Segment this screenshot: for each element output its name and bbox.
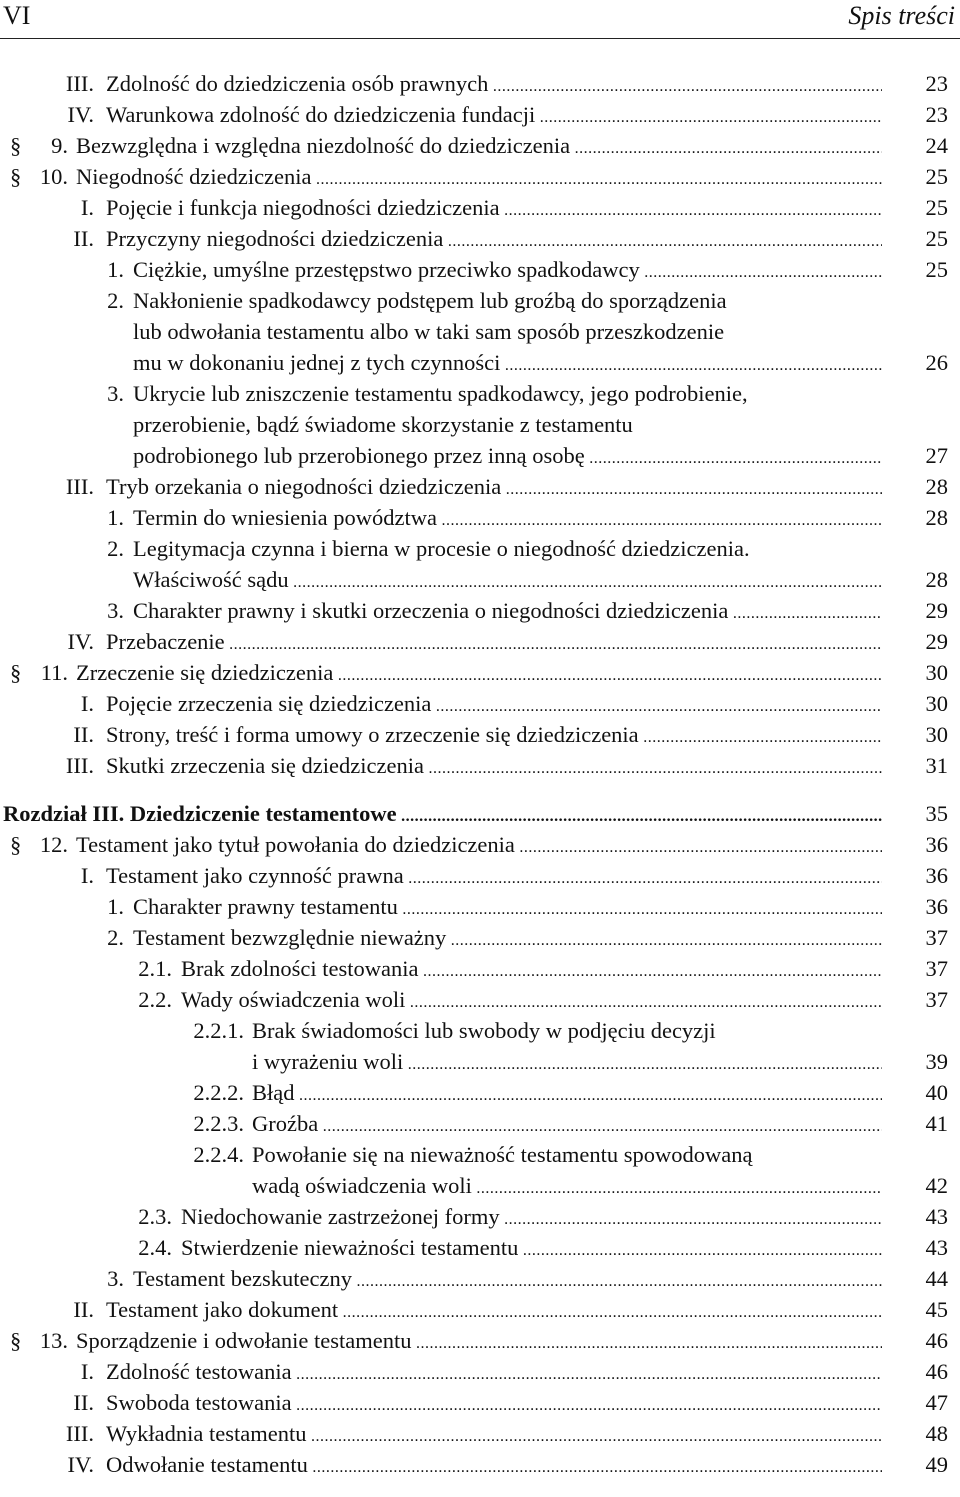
toc-entry-title: Termin do wniesienia powództwa .....: [133, 502, 882, 536]
toc-entry-title: Testament jako czynność prawna .....: [106, 860, 882, 894]
toc-page-number: 28: [925, 474, 948, 499]
toc-entry-number: II.: [73, 722, 94, 747]
toc-entry-title: Testament jako dokument .....: [106, 1294, 882, 1328]
toc-page-number: 40: [925, 1080, 948, 1105]
toc-page-number: 25: [925, 164, 948, 189]
toc-entry: [0, 984, 960, 1015]
toc-entry: [0, 502, 960, 533]
toc-entry-title: Ukrycie lub zniszczenie testamentu spadkodawcy, jego podrobienie,: [133, 381, 748, 406]
toc-entry: [0, 860, 960, 891]
toc-entry: [0, 68, 960, 99]
toc-entry: [0, 161, 960, 192]
toc-entry: [0, 688, 960, 719]
toc-entry: [0, 657, 960, 688]
toc-entry-number: IV.: [67, 102, 94, 127]
toc-entry-title: Groźba .....: [252, 1108, 882, 1142]
table-of-contents: [0, 68, 960, 1480]
toc-entry-number: 2.2.1.: [193, 1018, 244, 1043]
toc-entry-title: wadą oświadczenia woli .....: [252, 1170, 882, 1204]
toc-entry: [0, 440, 960, 471]
toc-entry-title: Charakter prawny i skutki orzeczenia o niegodności dziedziczenia .....: [133, 595, 882, 629]
toc-page-number: 23: [925, 102, 948, 127]
toc-entry-number: II.: [73, 1297, 94, 1322]
toc-entry-title: Zdolność testowania .....: [106, 1356, 882, 1390]
toc-entry-title: Niedochowanie zastrzeżonej formy .....: [181, 1201, 882, 1235]
toc-page-number: 49: [925, 1452, 948, 1477]
toc-entry-title: Wady oświadczenia woli .....: [181, 984, 882, 1018]
toc-entry: [0, 891, 960, 922]
toc-entry-number: 1.: [107, 894, 124, 919]
toc-entry: [0, 798, 960, 829]
toc-entry-number: 2.2.3.: [193, 1111, 244, 1136]
toc-page-number: 37: [925, 987, 948, 1012]
page-header: [0, 0, 960, 39]
toc-entry-title: Pojęcie zrzeczenia się dziedziczenia .....: [106, 688, 882, 722]
chapter-title: Rozdział III. Dziedziczenie testamentowe .....: [3, 798, 882, 832]
toc-page-number: 30: [925, 691, 948, 716]
toc-page-number: 30: [925, 722, 948, 747]
toc-entry: [0, 953, 960, 984]
toc-entry-title: Właściwość sądu .....: [133, 564, 882, 598]
toc-page-number: 36: [925, 832, 948, 857]
toc-entry-title: Zrzeczenie się dziedziczenia .....: [76, 657, 882, 691]
running-title: Spis treści: [848, 1, 955, 30]
toc-entry-title: mu w dokonaniu jednej z tych czynności .....: [133, 347, 882, 381]
toc-entry-title: Wykładnia testamentu .....: [106, 1418, 882, 1452]
toc-entry-number: 3.: [107, 1266, 124, 1291]
section-sign: §: [10, 832, 22, 857]
toc-entry: [0, 1325, 960, 1356]
toc-entry-number: 2.3.: [138, 1204, 172, 1229]
toc-entry: [0, 471, 960, 502]
toc-entry-number: IV.: [67, 629, 94, 654]
toc-entry-title: Odwołanie testamentu .....: [106, 1449, 882, 1483]
toc-entry-title: Bezwzględna i względna niezdolność do dziedziczenia .....: [76, 130, 882, 164]
toc-entry: [0, 1077, 960, 1108]
toc-entry: [0, 829, 960, 860]
toc-entry: [0, 1201, 960, 1232]
toc-page-number: 39: [925, 1049, 948, 1074]
toc-page-number: 48: [925, 1421, 948, 1446]
toc-entry-number: 3.: [107, 381, 124, 406]
toc-entry-number: I.: [80, 195, 94, 220]
section-sign: §: [10, 164, 22, 189]
toc-entry: [0, 1449, 960, 1480]
toc-entry: [0, 223, 960, 254]
toc-page-number: 36: [925, 863, 948, 888]
toc-entry-number: 3.: [107, 598, 124, 623]
toc-entry-number: III.: [65, 474, 94, 499]
toc-entry-title: Legitymacja czynna i bierna w procesie o niegodność dziedziczenia.: [133, 536, 750, 561]
toc-entry-number: 1.: [107, 505, 124, 530]
toc-entry-title: Przyczyny niegodności dziedziczenia .....: [106, 223, 882, 257]
toc-entry-title: Stwierdzenie nieważności testamentu .....: [181, 1232, 882, 1266]
toc-entry-number: 2.4.: [138, 1235, 172, 1260]
section-sign: §: [10, 133, 22, 158]
toc-entry: [0, 1015, 960, 1046]
toc-entry-number: 2.: [107, 288, 124, 313]
toc-entry-title: Sporządzenie i odwołanie testamentu .....: [76, 1325, 882, 1359]
toc-entry: [0, 564, 960, 595]
toc-entry: [0, 1232, 960, 1263]
toc-entry: [0, 533, 960, 564]
toc-entry: [0, 1356, 960, 1387]
toc-page-number: 43: [925, 1235, 948, 1260]
toc-page-number: 47: [925, 1390, 948, 1415]
toc-page-number: 27: [925, 443, 948, 468]
toc-entry-title: Błąd .....: [252, 1077, 882, 1111]
toc-entry-title: Charakter prawny testamentu .....: [133, 891, 882, 925]
toc-entry: [0, 316, 960, 347]
toc-entry: [0, 1046, 960, 1077]
toc-entry: [0, 99, 960, 130]
toc-entry: [0, 1170, 960, 1201]
toc-entry-title: Zdolność do dziedziczenia osób prawnych .....: [106, 68, 882, 102]
toc-page-number: 36: [925, 894, 948, 919]
toc-page-number: 25: [925, 195, 948, 220]
toc-entry-title: Brak świadomości lub swobody w podjęciu decyzji: [252, 1018, 716, 1043]
toc-entry-title: przerobienie, bądź świadome skorzystanie z testamentu: [133, 412, 633, 437]
toc-entry: [0, 1263, 960, 1294]
toc-entry: [0, 1139, 960, 1170]
toc-entry-number: 2.2.: [138, 987, 172, 1012]
section-sign: §: [10, 660, 22, 685]
toc-page-number: 28: [925, 567, 948, 592]
toc-page-number: 23: [925, 71, 948, 96]
toc-page-number: 37: [925, 956, 948, 981]
section-sign: §: [10, 1328, 22, 1353]
toc-entry-title: Testament jako tytuł powołania do dziedziczenia .....: [76, 829, 882, 863]
toc-entry-title: podrobionego lub przerobionego przez inną osobę .....: [133, 440, 882, 474]
toc-entry-number: II.: [73, 226, 94, 251]
toc-page-number: 29: [925, 598, 948, 623]
toc-entry: [0, 130, 960, 161]
toc-entry: [0, 750, 960, 781]
page-number: VI: [3, 1, 31, 30]
toc-entry-number: IV.: [67, 1452, 94, 1477]
toc-entry: [0, 347, 960, 378]
toc-entry: [0, 285, 960, 316]
toc-entry: [0, 192, 960, 223]
toc-entry-title: i wyrażeniu woli .....: [252, 1046, 882, 1080]
toc-entry-title: Pojęcie i funkcja niegodności dziedziczenia .....: [106, 192, 882, 226]
toc-page-number: 25: [925, 226, 948, 251]
toc-page-number: 46: [925, 1359, 948, 1384]
toc-page-number: 31: [925, 753, 948, 778]
toc-entry-number: 13.: [39, 1328, 68, 1353]
toc-entry-title: Niegodność dziedziczenia .....: [76, 161, 882, 195]
toc-entry-title: Testament bezwzględnie nieważny .....: [133, 922, 882, 956]
toc-entry-title: Strony, treść i forma umowy o zrzeczenie się dziedziczenia .....: [106, 719, 882, 753]
toc-page-number: 44: [925, 1266, 948, 1291]
toc-entry: [0, 1387, 960, 1418]
toc-entry-number: 2.2.2.: [193, 1080, 244, 1105]
toc-entry-number: I.: [80, 1359, 94, 1384]
toc-page-number: 41: [925, 1111, 948, 1136]
toc-entry-title: Brak zdolności testowania .....: [181, 953, 882, 987]
toc-entry-title: lub odwołania testamentu albo w taki sam sposób przeszkodzenie: [133, 319, 725, 344]
toc-entry-number: III.: [65, 753, 94, 778]
toc-page-number: 24: [925, 133, 948, 158]
toc-entry-number: III.: [65, 1421, 94, 1446]
toc-entry-number: 11.: [40, 660, 68, 685]
toc-entry: [0, 1294, 960, 1325]
toc-entry-number: 9.: [51, 133, 68, 158]
toc-entry-number: 1.: [107, 257, 124, 282]
toc-entry: [0, 922, 960, 953]
toc-entry-title: Testament bezskuteczny .....: [133, 1263, 882, 1297]
toc-entry-number: 2.2.4.: [193, 1142, 244, 1167]
toc-page-number: 35: [925, 801, 948, 826]
toc-entry-title: Nakłonienie spadkodawcy podstępem lub groźbą do sporządzenia: [133, 288, 727, 313]
toc-entry-title: Ciężkie, umyślne przestępstwo przeciwko spadkodawcy .....: [133, 254, 882, 288]
toc-page-number: 30: [925, 660, 948, 685]
toc-page-number: 43: [925, 1204, 948, 1229]
toc-entry: [0, 254, 960, 285]
toc-entry-number: I.: [80, 863, 94, 888]
toc-entry: [0, 626, 960, 657]
toc-entry-title: Skutki zrzeczenia się dziedziczenia .....: [106, 750, 882, 784]
toc-entry-title: Tryb orzekania o niegodności dziedziczenia .....: [106, 471, 882, 505]
toc-entry: [0, 1108, 960, 1139]
toc-entry: [0, 409, 960, 440]
toc-entry-title: Przebaczenie .....: [106, 626, 882, 660]
toc-entry-number: III.: [65, 71, 94, 96]
toc-entry: [0, 719, 960, 750]
toc-entry-number: 12.: [39, 832, 68, 857]
toc-entry: [0, 378, 960, 409]
toc-page-number: 28: [925, 505, 948, 530]
toc-entry: [0, 1418, 960, 1449]
toc-page-number: 29: [925, 629, 948, 654]
toc-entry-title: Powołanie się na nieważność testamentu spowodowaną: [252, 1142, 753, 1167]
toc-entry-number: I.: [80, 691, 94, 716]
toc-entry-number: 2.: [107, 536, 124, 561]
toc-entry-number: 2.1.: [138, 956, 172, 981]
toc-page-number: 26: [925, 350, 948, 375]
toc-page-number: 25: [925, 257, 948, 282]
toc-entry-number: II.: [73, 1390, 94, 1415]
toc-entry-title: Swoboda testowania .....: [106, 1387, 882, 1421]
toc-entry-title: Warunkowa zdolność do dziedziczenia fundacji .....: [106, 99, 882, 133]
toc-entry: [0, 595, 960, 626]
toc-page-number: 46: [925, 1328, 948, 1353]
toc-entry-number: 10.: [39, 164, 68, 189]
toc-page-number: 45: [925, 1297, 948, 1322]
toc-page-number: 42: [925, 1173, 948, 1198]
toc-entry-number: 2.: [107, 925, 124, 950]
toc-page-number: 37: [925, 925, 948, 950]
